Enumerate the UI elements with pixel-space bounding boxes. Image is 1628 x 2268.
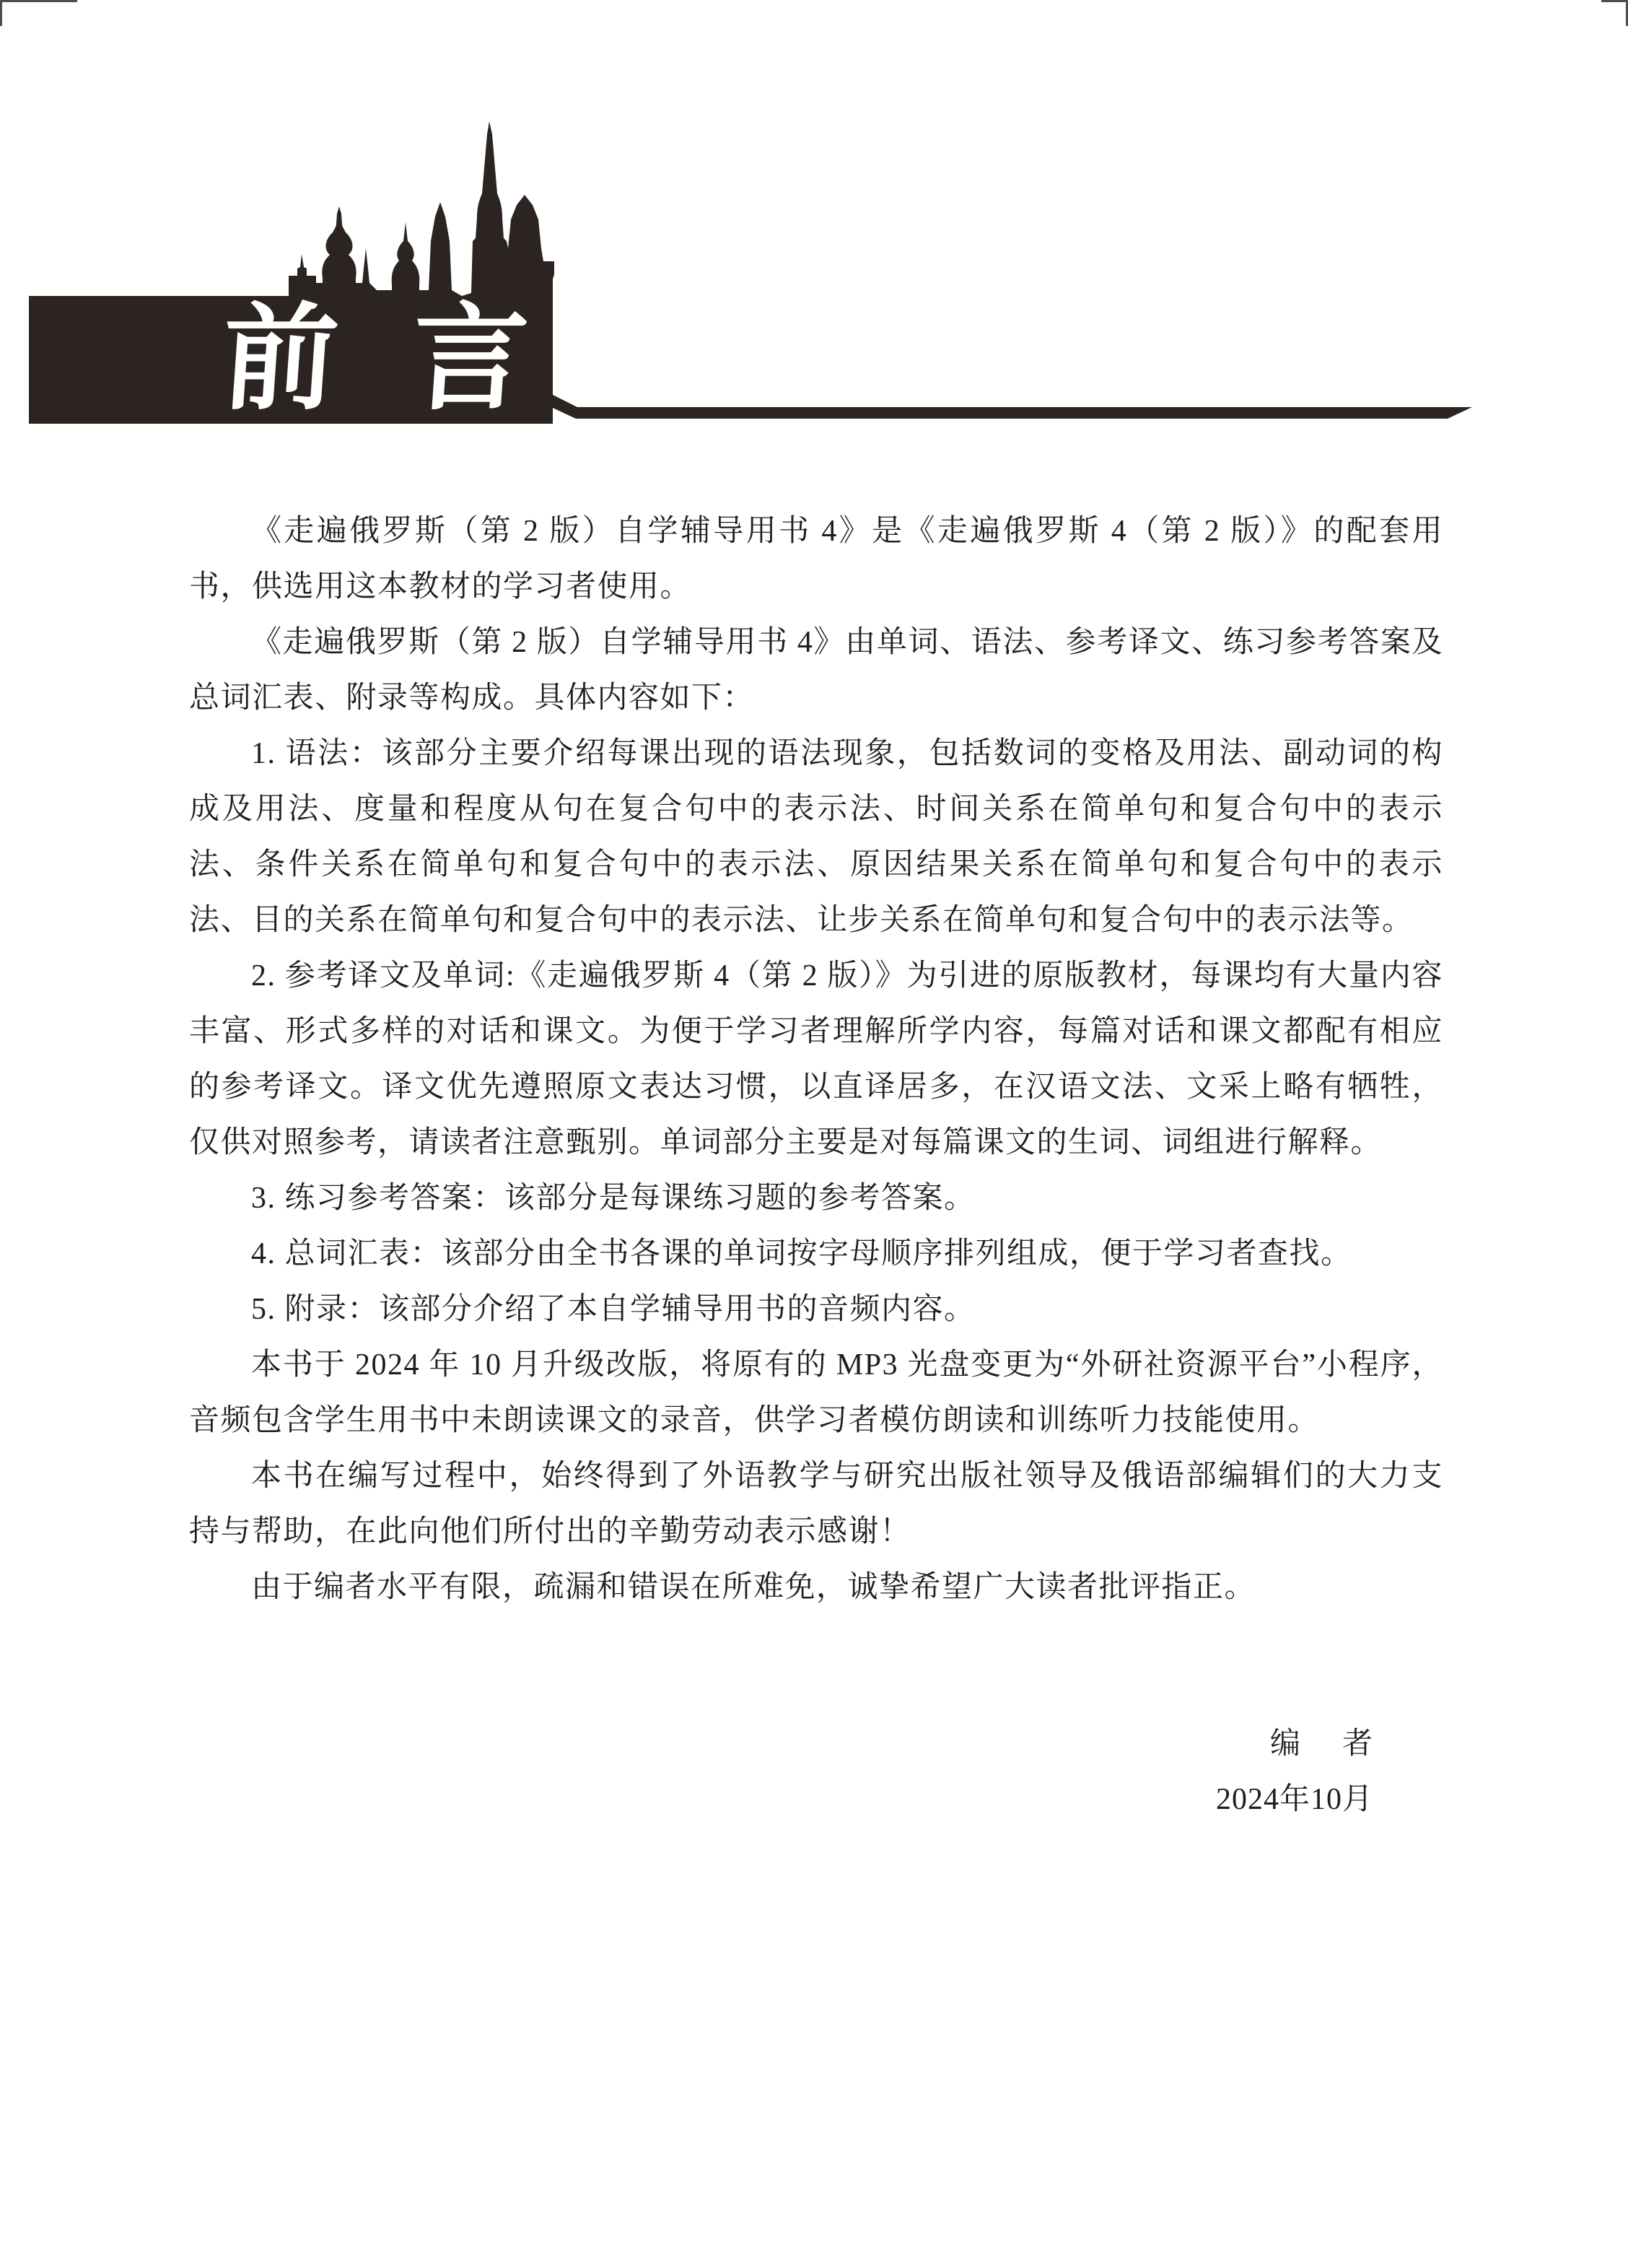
signature-date: 2024年10月 xyxy=(1215,1783,1373,1816)
preface-body xyxy=(189,504,1443,1615)
paragraph-apology: 由于编者水平有限，疏漏和错误在所难免，诚挚希望广大读者批评指正。 xyxy=(251,1571,1256,1604)
paragraph-intro-1: 《走遍俄罗斯（第 2 版）自学辅导用书 4》是《走遍俄罗斯 4（第 2 版）》的配套用书，供选用这本教材的学习者使用。 xyxy=(189,515,1443,603)
paragraph-item-vocabulary: 4. 总词汇表：该部分由全书各课的单词按字母顺序排列组成，便于学习者查找。 xyxy=(251,1237,1352,1270)
paragraph-item-grammar: 1. 语法：该部分主要介绍每课出现的语法现象，包括数词的变格及用法、副动词的构成及用法、度量和程度从句在复合句中的表示法、时间关系在简单句和复合句中的表示法、条件关系在简单句和复合句中的表示法、原因结果关系在简单句和复合句中的表示法、目的关系在简单句和复合句中的表示法、让步关系在简单句和复合句中的表示法等。 xyxy=(189,737,1443,937)
paragraph-item-answers: 3. 练习参考答案：该部分是每课练习题的参考答案。 xyxy=(251,1182,976,1215)
paragraph-acknowledgement: 本书在编写过程中，始终得到了外语教学与研究出版社领导及俄语部编辑们的大力支持与帮助，在此向他们所付出的辛勤劳动表示感谢！ xyxy=(189,1460,1443,1548)
paragraph-item-translation: 2. 参考译文及单词:《走遍俄罗斯 4（第 2 版）》为引进的原版教材，每课均有大量内容丰富、形式多样的对话和课文。为便于学习者理解所学内容，每篇对话和课文都配有相应的参考译文。译文优先遵照原文表达习惯，以直译居多，在汉语文法、文采上略有牺牲，仅供对照参考，请读者注意甄别。单词部分主要是对每篇课文的生词、词组进行解释。 xyxy=(189,959,1443,1159)
paragraph-intro-2: 《走遍俄罗斯（第 2 版）自学辅导用书 4》由单词、语法、参考译文、练习参考答案及总词汇表、附录等构成。具体内容如下： xyxy=(189,626,1443,715)
page-title: 前言 xyxy=(217,294,607,423)
paragraph-item-appendix: 5. 附录：该部分介绍了本自学辅导用书的音频内容。 xyxy=(251,1293,976,1326)
paragraph-audio-update: 本书于 2024 年 10 月升级改版，将原有的 MP3 光盘变更为“外研社资源平台”小程序，音频包含学生用书中未朗读课文的录音，供学习者模仿朗读和训练听力技能使用。 xyxy=(189,1348,1443,1437)
signature-author: 编 者 xyxy=(1269,1727,1378,1761)
kremlin-silhouette-header-art xyxy=(0,0,1628,505)
